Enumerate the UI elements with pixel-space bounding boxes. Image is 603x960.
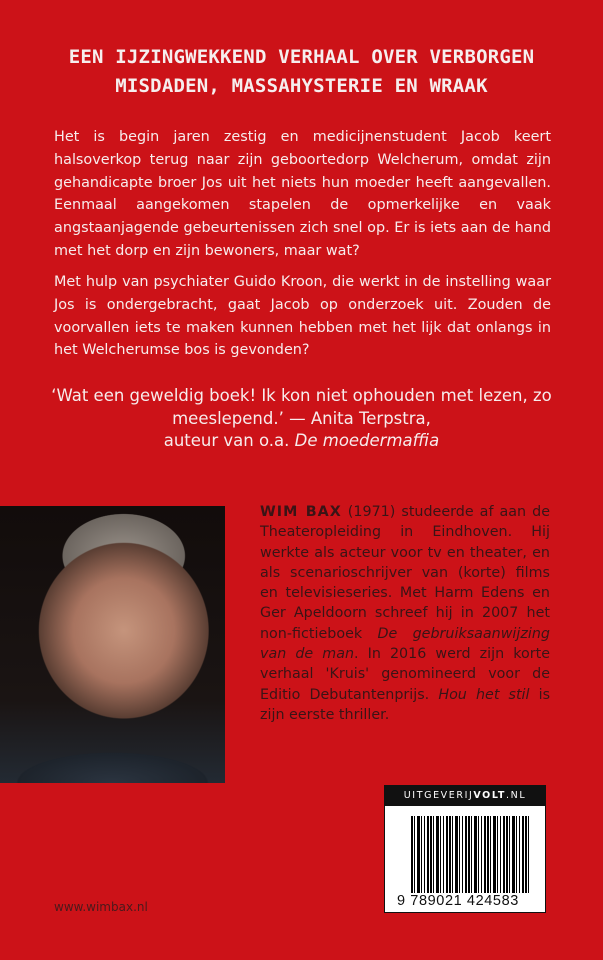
quote-attribution: auteur van o.a. xyxy=(163,431,290,450)
bio-book-title-2: Hou het stil xyxy=(438,686,530,703)
cover-headline xyxy=(0,43,603,101)
blurb-paragraph-2: Met hulp van psychiater Guido Kroon, die werkt in de instelling waar Jos is ondergebracht, gaat Jacob op onderzoek uit. Zouden de voorvallen iets te maken kunnen hebben met het lijk dat onlangs in het Welcherumse bos is gevonden? xyxy=(54,274,551,359)
review-quote xyxy=(40,385,563,453)
bio-text-3: is zijn eerste thriller. xyxy=(260,686,551,723)
barcode-panel xyxy=(384,785,546,913)
quote-text: ‘Wat een geweldig boek! Ik kon niet ophouden met lezen, zo meeslepend.’ — Anita Terpstra, xyxy=(51,386,552,428)
isbn-number: 9 789021 424583 xyxy=(395,893,537,909)
author-name: WIM BAX xyxy=(260,504,342,520)
headline-line-2: MISDADEN, MASSAHYSTERIE EN WRAAK xyxy=(115,75,488,97)
blurb-paragraph-1: Het is begin jaren zestig en medicijnenstudent Jacob keert halsoverkop terug naar zijn geboortedorp Welcherum, omdat zijn gehandicapte broer Jos uit het niets hun moeder heeft aangevallen. Eenmaal aangekomen stapelen de opmerkelijke en vaak angstaanjagende gebeurtenissen zich snel op. Er is iets aan de hand met het dorp en zijn bewoners, maar wat? xyxy=(54,129,551,259)
bio-text-1: (1971) studeerde af aan de Theateropleiding in Eindhoven. Hij werkte als acteur voor tv en theater, en als scenarioschrijver van (korte) films en televisieseries. Met Harm Edens en Ger Apeldoorn schreef hij in 2007 het non-fictieboek xyxy=(260,504,550,642)
author-website: www.wimbax.nl xyxy=(54,900,148,914)
author-photo xyxy=(0,506,225,783)
headline-line-1: EEN IJZINGWEKKEND VERHAAL OVER VERBORGEN xyxy=(68,46,535,68)
author-photo-shirt xyxy=(0,733,225,783)
bio-text-2: . In 2016 werd zijn korte verhaal 'Kruis' genomineerd voor de Editio Debutantenprijs. xyxy=(260,646,550,703)
quote-book-title: De moedermaffia xyxy=(294,431,440,450)
publisher-url: UITGEVERIJVOLT.NL xyxy=(385,786,545,806)
author-bio xyxy=(260,502,550,725)
barcode-bars xyxy=(411,816,529,894)
bio-book-title-1: De gebruiksaanwijzing van de man xyxy=(260,625,550,663)
